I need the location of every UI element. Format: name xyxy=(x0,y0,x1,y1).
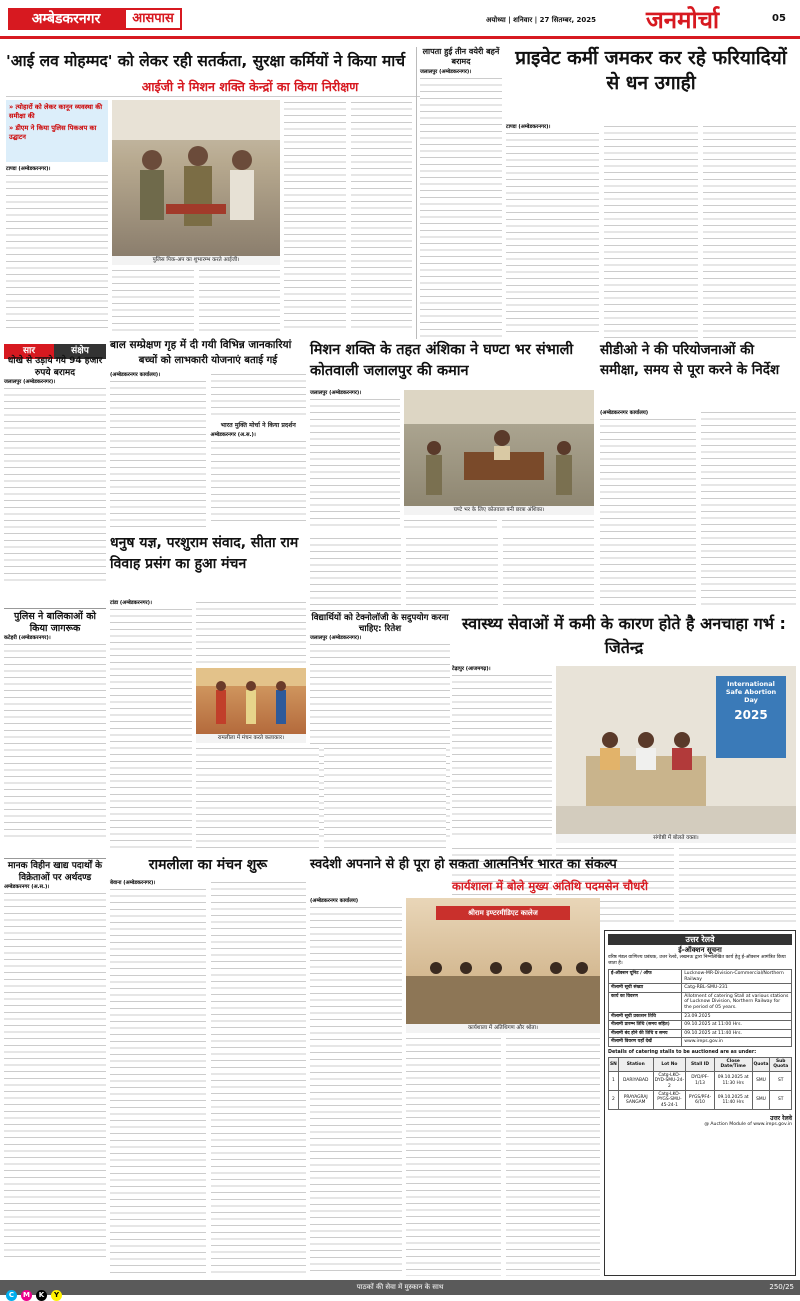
tender-info-cell: नीलामी सूची संख्या xyxy=(609,984,682,993)
health-poster-text: International Safe Abortion Day xyxy=(725,680,777,704)
tender-col-header: Lot No xyxy=(653,1057,686,1071)
schemes-c1 xyxy=(110,379,206,529)
mission-dateline: जलालपुर (अम्बेडकरनगर)। xyxy=(310,390,362,396)
cdo-dateline: (अम्बेडकरनगर कार्यालय) xyxy=(600,410,649,416)
swadeshi-photo-caption: कार्यशाला में अतिथिगण और श्रोता। xyxy=(406,1024,600,1033)
mission-photo-caption: घण्टे भर के लिए कोतवाल बनी छात्रा अंशिका। xyxy=(404,506,594,515)
brief-1-dateline: जलालपुर (अम्बेडकरनगर)। xyxy=(4,379,56,385)
summary-strip-label xyxy=(4,338,106,356)
brief-3-fill xyxy=(4,891,106,1261)
swadeshi-subhead: कार्यशाला में बोले मुख्य अतिथि पदमसेन चौधरी xyxy=(452,879,648,893)
tender-cell: SMU xyxy=(752,1090,770,1109)
students-dateline: जलालपुर (अम्बेडकरनगर)। xyxy=(310,635,362,641)
brief-1 xyxy=(4,356,106,606)
lead-body-c2 xyxy=(112,268,194,332)
tender-col-header: Stall ID xyxy=(686,1057,715,1071)
tender-info-row xyxy=(609,992,792,1012)
tender-subtitle: ई-ऑक्शन सूचना xyxy=(678,946,722,954)
cdo-headline: सीडीओ ने की परियोजनाओं की समीक्षा, समय से पूरा करने के निर्देश xyxy=(600,342,780,378)
health-photo-caption: संगोष्ठी में बोलते वक्ता। xyxy=(556,834,796,843)
mission-c6 xyxy=(503,536,594,606)
ramlila-dateline: बेवाना (अम्बेडकरनगर)। xyxy=(110,880,156,886)
schemes-subhead: बच्चों को लाभकारी योजनाएं बताई गई xyxy=(138,355,278,366)
tender-info-cell: www.ireps.gov.in xyxy=(682,1038,792,1047)
left-section: आसपास xyxy=(124,8,182,30)
tender-cell: ST xyxy=(770,1090,792,1109)
dhanush-c4 xyxy=(324,746,447,850)
swadeshi-body-left xyxy=(310,898,402,1276)
tender-info-cell: 09.10.2025 at 11:00 Hrs. xyxy=(682,1021,792,1030)
cdo-body xyxy=(600,410,796,610)
missing-story xyxy=(416,47,502,339)
tender-col-header: Sub Quota xyxy=(770,1057,792,1071)
swadeshi-c3 xyxy=(506,1036,601,1276)
tender-info-table xyxy=(608,969,792,1047)
schemes-c2b xyxy=(211,439,307,525)
mission-body-left xyxy=(310,390,400,532)
schemes-body xyxy=(110,372,306,530)
private-staff-c3 xyxy=(703,124,796,338)
dhanush-body-bottom xyxy=(196,746,446,850)
health-photo xyxy=(556,666,796,834)
footer-tagline: पाठकों की सेवा में मुस्कान के साथ xyxy=(356,1283,444,1291)
tender-info-cell: Catg-RBL-SMU-231 xyxy=(682,984,792,993)
tender-cell: PYGS/PF4-6/10 xyxy=(686,1090,715,1109)
tender-notice xyxy=(604,930,796,1276)
tender-info-row xyxy=(609,1012,792,1021)
mission-photo xyxy=(404,390,594,506)
dhanush-c2 xyxy=(196,600,306,664)
swadeshi-photo xyxy=(406,898,600,1024)
tender-info-cell: Allotment of catering Stall at various stations of Lucknow Division, Northern Railway for the period of 05 years. xyxy=(682,992,792,1012)
schemes-dateline: (अम्बेडकरनगर कार्यालय)। xyxy=(110,372,161,378)
dhanush-headline: धनुष यज्ञ, परशुराम संवाद, सीता राम विवाह प्रसंग का हुआ मंचन xyxy=(110,535,299,572)
color-mark: K xyxy=(36,1290,47,1301)
dhanush-body xyxy=(110,600,192,850)
tender-info-cell: Lucknow-MR-Division-Commercial/Northern Railway xyxy=(682,970,792,984)
lead-photo-figures xyxy=(112,100,280,256)
tender-info-cell: नीलामी प्रारम्भ तिथि (समय सहित) xyxy=(609,1021,682,1030)
schemes-headline: बाल सम्प्रेक्षण गृह में दी गयी विभिन्न जानकारियां xyxy=(110,339,292,351)
lead-bullet-2: » डीएम ने किया पुलिस पिकअप का उद्घाटन xyxy=(9,124,97,141)
tender-info-cell: ई-ऑक्शन यूनिट / ऑफ xyxy=(609,970,682,984)
page-number: 05 xyxy=(772,13,786,24)
color-mark: M xyxy=(21,1290,32,1301)
private-staff-c1 xyxy=(506,131,599,335)
tender-cell: DARIYABAD xyxy=(618,1071,653,1090)
private-staff-dateline: टाण्डा (अम्बेडकरनगर)। xyxy=(506,124,551,130)
tender-intro: वरिष्ठ मंडल वाणिज्य प्रबंधक, उत्तर रेलवे, लखनऊ द्वारा निम्नलिखित कार्य हेतु ई-ऑक्शन आमंत्रित किया जाता है। xyxy=(608,955,786,966)
lead-bullet-1: » त्योहारों को लेकर कानून व्यवस्था की समीक्षा की xyxy=(9,103,103,120)
tender-cell: 1 xyxy=(609,1071,619,1090)
brief-2-dateline: कटेहरी (अम्बेडकरनगर)। xyxy=(4,635,51,641)
lead-photo-caption: पुलिस पिक-अप का शुभारम्भ करते आईजी। xyxy=(112,256,280,265)
brief-3-dateline: अम्बेडकरनगर (अ.स.)। xyxy=(4,884,50,890)
masthead-rule xyxy=(0,36,800,39)
ramlila-c2 xyxy=(211,880,307,1276)
students-headline: विद्यार्थियों को टेक्नोलॉजी के सदुपयोग करना चाहिए: रितेश xyxy=(311,613,449,634)
tender-stalls-table xyxy=(608,1057,792,1110)
tender-info-cell: नीलामी सूची प्रकाशन तिथि xyxy=(609,1012,682,1021)
tender-cell: Catg-LKO-PYGS-SMU-45-24-1 xyxy=(653,1090,686,1109)
brief-3 xyxy=(4,858,106,1280)
lead-body-c4 xyxy=(284,100,346,332)
table-row xyxy=(609,1071,792,1090)
tender-col-header: SN xyxy=(609,1057,619,1071)
tender-cell: 09.10.2025 at 11:30 Hrs xyxy=(714,1071,752,1090)
health-dateline: टेढ़ापुर (आजमगढ़)। xyxy=(452,666,491,672)
tender-info-row xyxy=(609,984,792,993)
lead-subhead: आईजी ने मिशन शक्ति केन्द्रों का किया निरीक्षण xyxy=(6,77,494,97)
dhanush-photo xyxy=(196,668,306,734)
tender-cell: 2 xyxy=(609,1090,619,1109)
cdo-c1 xyxy=(600,417,696,609)
dhanush-dateline: टांडा (अम्बेडकरनगर)। xyxy=(110,600,153,606)
mission-c1 xyxy=(310,397,400,531)
tender-cell: DYD/PF-1/13 xyxy=(686,1071,715,1090)
tender-cell: SMU xyxy=(752,1071,770,1090)
ramlila-body xyxy=(110,880,306,1276)
tender-info-row xyxy=(609,1021,792,1030)
tender-title: उत्तर रेलवे xyxy=(608,934,792,945)
dhanush-photo-caption: रामलीला में मंचन करते कलाकार। xyxy=(196,734,306,743)
health-body-left xyxy=(452,666,552,840)
brief-3-headline: मानक विहीन खाद्य पदार्थों के विक्रेताओं पर अर्थदण्ड xyxy=(7,861,103,883)
swadeshi-photo-figures xyxy=(406,898,600,1024)
lead-body-col1 xyxy=(6,166,108,332)
mission-c5 xyxy=(406,536,497,606)
tender-info-cell: 23.09.2025 xyxy=(682,1012,792,1021)
lead-body-c3 xyxy=(199,268,281,332)
bmm-subhead: भारत मुक्ति मोर्चा ने किया प्रदर्शन xyxy=(220,422,296,429)
dateline-top: अयोध्या | शनिवार | 27 सितम्बर, 2025 xyxy=(486,16,597,24)
tender-footer-a: उत्तर रेलवे xyxy=(770,1115,792,1123)
dhanush-body-2 xyxy=(196,600,306,664)
missing-headline: लापता हुई तीन वयेरी बहनें बरामद xyxy=(422,47,500,66)
swadeshi-c2 xyxy=(406,1036,501,1276)
tender-cell: PRAYAGRAJ SANGAM xyxy=(618,1090,653,1109)
lead-headline: 'आई लव मोहम्मद' को लेकर रही सतर्कता, सुरक्षा कर्मियों ने किया मार्च xyxy=(6,52,406,70)
brief-2-body xyxy=(4,635,106,838)
color-mark: C xyxy=(6,1290,17,1301)
brief-1-body xyxy=(4,379,106,586)
tender-info-cell: 09.10.2025 at 11:40 Hrs. xyxy=(682,1029,792,1038)
swadeshi-body-bottom xyxy=(406,1036,600,1276)
mission-c4 xyxy=(310,536,401,606)
lead-dateline: टाण्डा (अम्बेडकरनगर)। xyxy=(6,166,51,172)
schemes-c2 xyxy=(211,372,307,420)
missing-body-fill xyxy=(420,76,502,340)
lead-photo xyxy=(112,100,280,256)
private-staff-body xyxy=(506,124,796,338)
footer-bar xyxy=(0,1280,800,1299)
missing-dateline: जलालपुर (अम्बेडकरनगर)। xyxy=(420,69,472,75)
health-poster-year: 2025 xyxy=(734,708,768,722)
tender-col-header: Quota xyxy=(752,1057,770,1071)
mission-photo-figures xyxy=(404,390,594,506)
swadeshi-dateline: (अम्बेडकरनगर कार्यालय) xyxy=(310,898,359,904)
tender-col-header: Station xyxy=(618,1057,653,1071)
tender-info-row xyxy=(609,970,792,984)
health-photo-figures xyxy=(556,666,796,834)
summary-label-a: सार xyxy=(4,344,54,359)
mission-body-more xyxy=(310,536,594,606)
mission-body-bottom xyxy=(404,518,594,532)
dhanush-c1 xyxy=(110,607,192,849)
color-mark: Y xyxy=(51,1290,62,1301)
cdo-c2 xyxy=(701,410,797,610)
tender-cell: ST xyxy=(770,1071,792,1090)
ramlila-c1 xyxy=(110,887,206,1273)
tender-footer-b: @ Auction Module of www.ireps.gov.in xyxy=(704,1122,792,1128)
lead-body-c5 xyxy=(351,100,413,332)
private-staff-c2 xyxy=(604,124,697,338)
ramlila-headline: रामलीला का मंचन शुरू xyxy=(148,857,268,873)
brief-2-headline: पुलिस ने बालिकाओं को किया जागरूक xyxy=(14,611,96,634)
dhanush-c3 xyxy=(196,746,319,850)
missing-body xyxy=(420,69,502,340)
lead-bullet-box xyxy=(6,100,108,162)
brief-2 xyxy=(4,608,106,854)
tender-cell: 09.10.2025 at 11:40 Hrs xyxy=(714,1090,752,1109)
tender-info-cell: नीलामी विवरण यहाँ देखें xyxy=(609,1038,682,1047)
tender-info-row xyxy=(609,1038,792,1047)
left-brand: अम्बेडकरनगर xyxy=(8,8,124,30)
brief-1-fill xyxy=(4,386,106,586)
dhanush-photo-figures xyxy=(196,668,306,734)
health-c1 xyxy=(452,673,552,839)
lead-body-right xyxy=(284,100,412,332)
tender-info-cell: नीलामी बंद होने की तिथि व समय xyxy=(609,1029,682,1038)
tender-info-cell: कार्य का विवरण xyxy=(609,992,682,1012)
tender-table-caption: Details of catering stalls to be auctioned are as under: xyxy=(608,1049,757,1055)
swadeshi-banner: श्रीराम इण्टरमीडिएट कालेज xyxy=(436,906,570,920)
summary-label-b: संक्षेप xyxy=(54,344,106,359)
mission-c2 xyxy=(404,518,497,532)
brief-1-headline: धोखे से उड़ाये गये 94 हजार रुपये बरामद xyxy=(7,356,103,378)
health-headline: स्वास्थ्य सेवाओं में कमी के कारण होते है अनचाहा गर्भ : जितेन्द्र xyxy=(462,614,786,657)
tender-cell: Catg-LKO-DYD-SMU-24-2 xyxy=(654,1072,685,1089)
swadeshi-headline: स्वदेशी अपनाने से ही पूरा हो सकता आत्मनिर्भर भारत का संकल्प xyxy=(310,857,617,872)
color-marks xyxy=(6,1282,126,1299)
lead-body-cols xyxy=(112,268,280,332)
footer-code: 250/25 xyxy=(769,1283,794,1291)
brief-3-body xyxy=(4,884,106,1261)
brief-2-fill xyxy=(4,642,106,838)
lead-body-text xyxy=(6,173,108,333)
tender-info-row xyxy=(609,1029,792,1038)
swadeshi-c1 xyxy=(310,905,402,1273)
right-brand: जनमोर्चा xyxy=(646,5,720,34)
masthead xyxy=(0,0,800,46)
mission-headline: मिशन शक्ति के तहत अंशिका ने घण्टा भर संभाली कोतवाली जलालपुर की कमान xyxy=(310,342,574,379)
table-row xyxy=(609,1090,792,1109)
tender-col-header: Close Date/Time xyxy=(714,1057,752,1071)
mission-c3 xyxy=(502,518,595,532)
bmm-dateline: अम्बेडकरनगर (अ.स.)। xyxy=(210,432,256,438)
private-staff-headline: प्राइवेट कर्मी जमकर कर रहे फरियादियों से धन उगाही xyxy=(515,47,787,94)
